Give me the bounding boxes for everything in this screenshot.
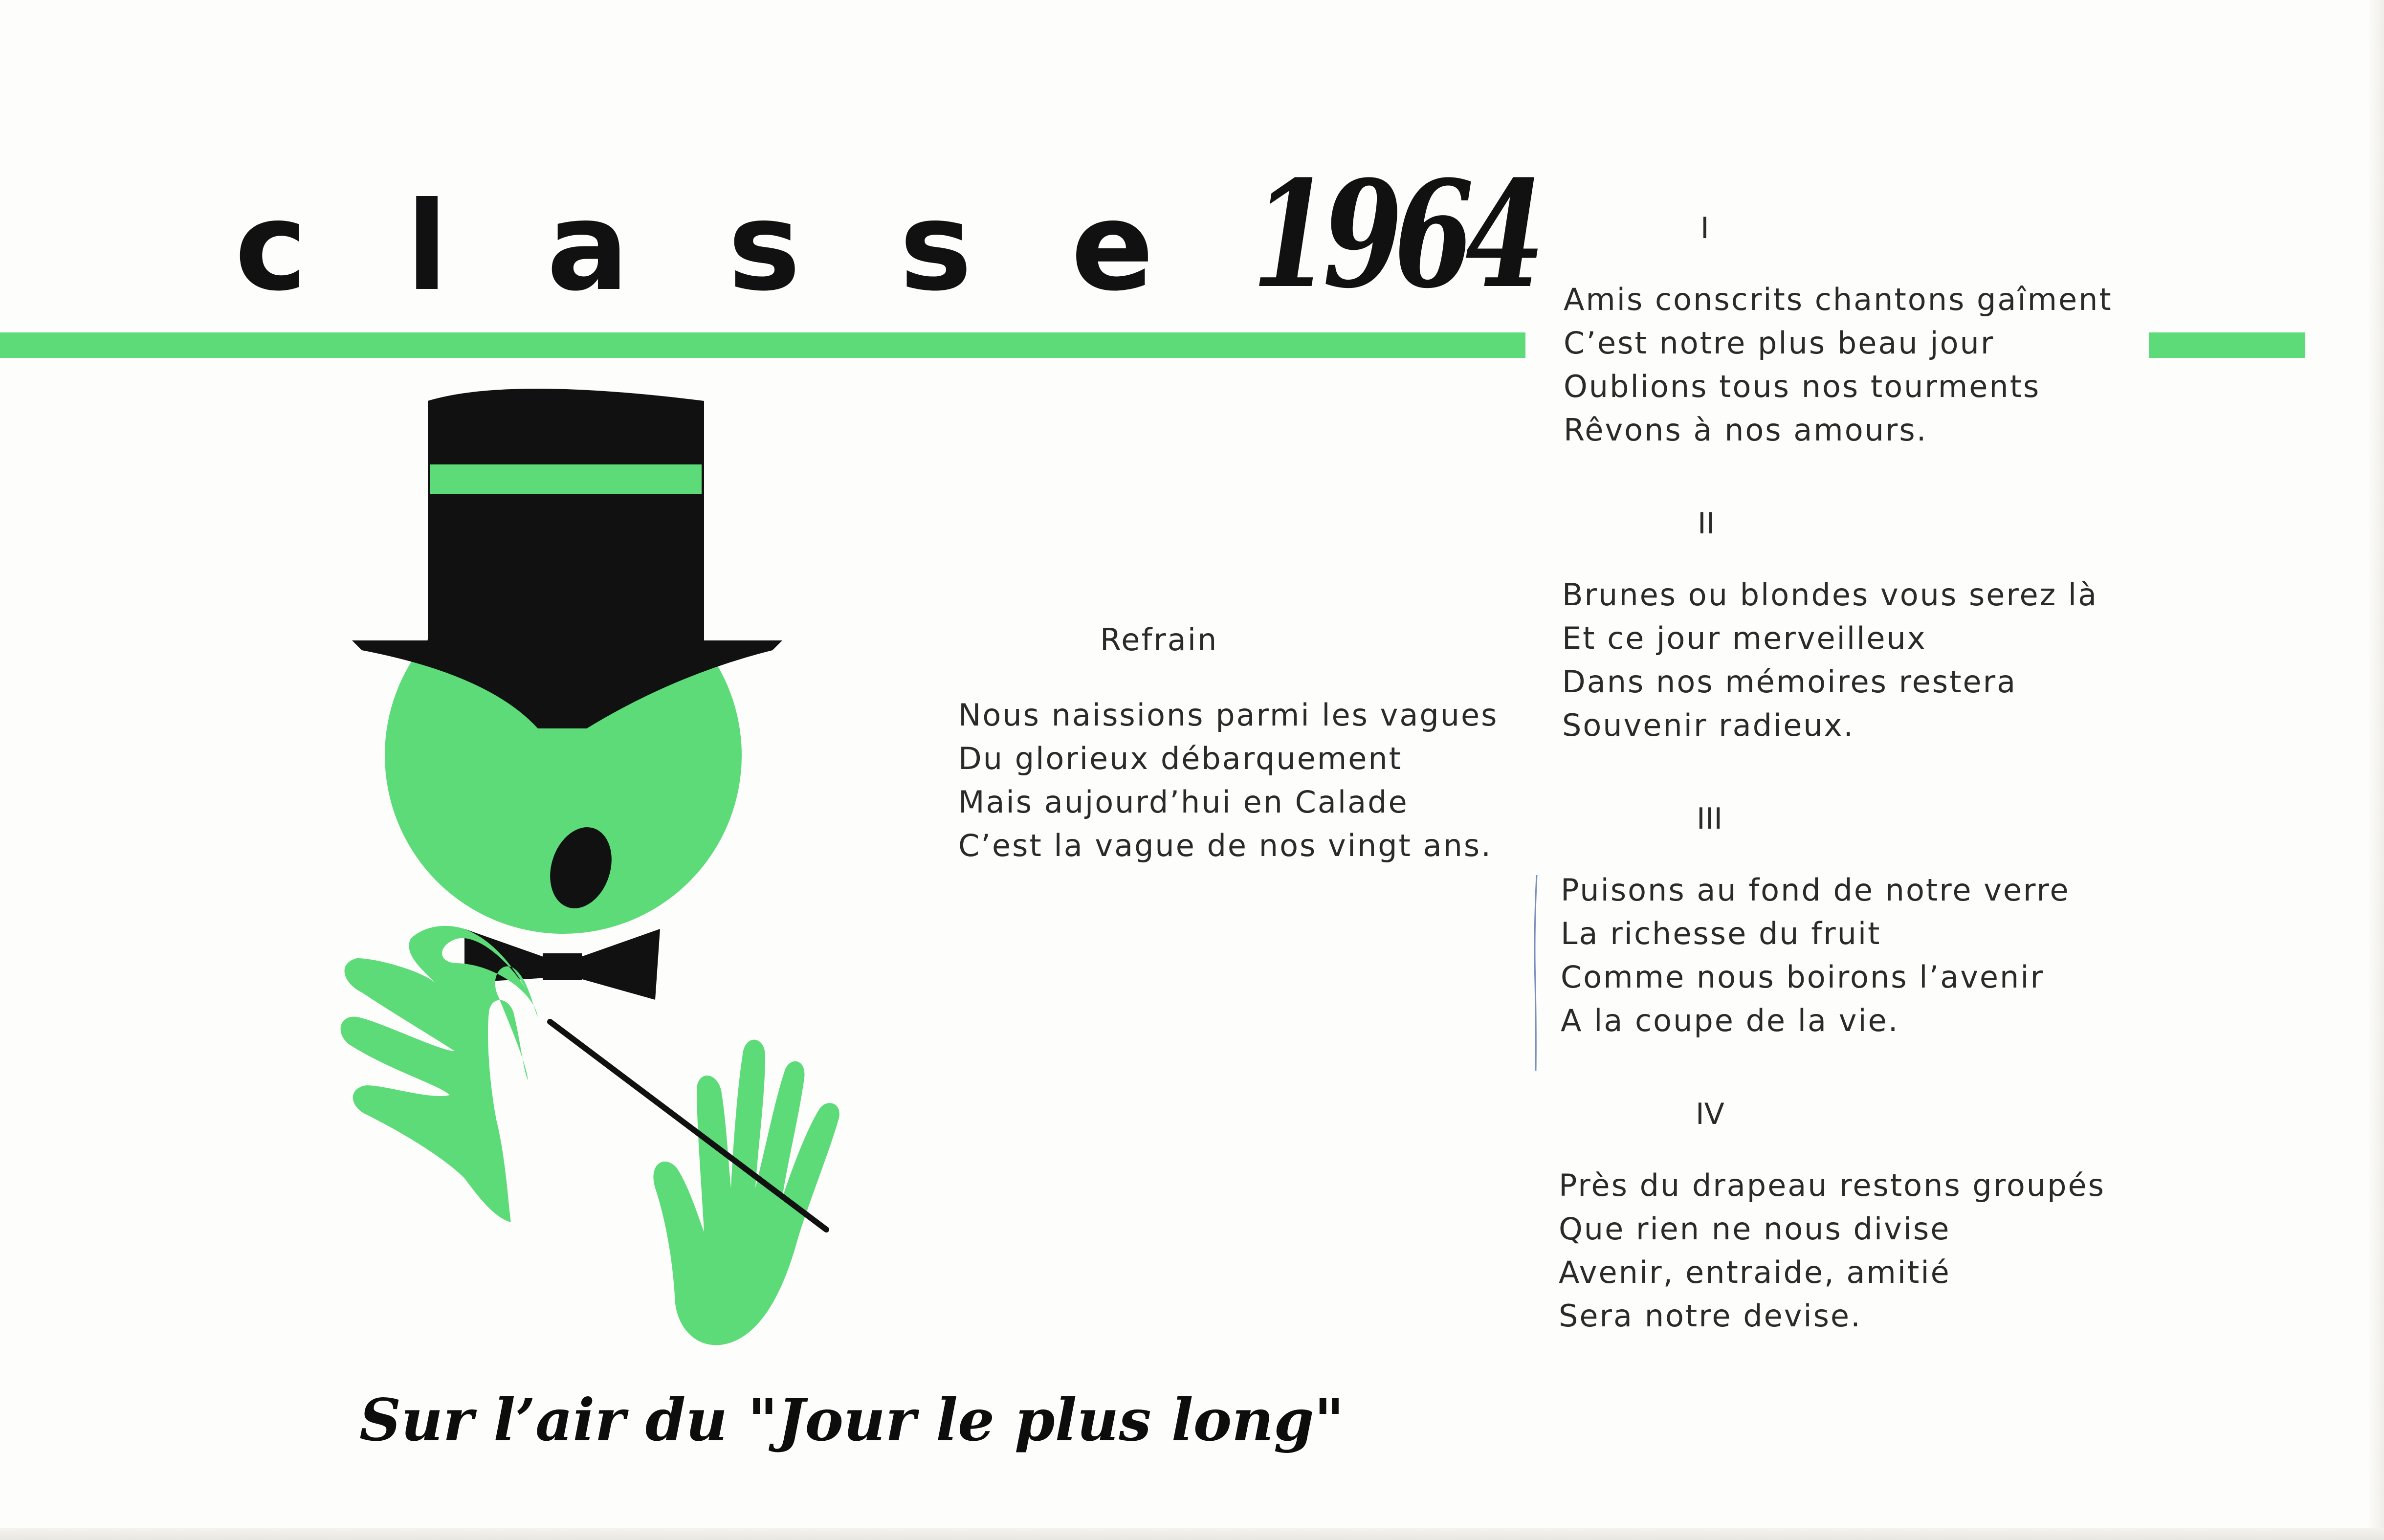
paper-edge-bottom	[0, 1528, 2384, 1540]
title-year: 1964	[1252, 148, 1537, 321]
lyric-line: Amis conscrits chantons gaîment	[1564, 282, 2113, 317]
verse-lines	[1559, 1164, 2105, 1338]
green-band-left	[0, 332, 1525, 358]
lyric-line: Oublions tous nos tourments	[1564, 369, 2041, 404]
lyric-line: La richesse du fruit	[1561, 916, 1881, 951]
title-letter: s	[728, 176, 801, 318]
paper-edge-right	[2369, 0, 2384, 1540]
conductor-illustration	[235, 376, 929, 1359]
verse-numeral: II	[1698, 506, 1715, 541]
lyric-line: Souvenir radieux.	[1562, 707, 1855, 743]
refrain-heading: Refrain	[1100, 622, 1218, 658]
lyric-line: Sera notre devise.	[1559, 1298, 1862, 1334]
title-letter: s	[899, 176, 972, 318]
title-letter: c	[235, 176, 308, 318]
refrain-lines	[958, 693, 1498, 867]
lyric-line: Que rien ne nous divise	[1559, 1211, 1951, 1247]
lyric-line: Rêvons à nos amours.	[1564, 412, 1928, 448]
lyric-line: Puisons au fond de notre verre	[1561, 872, 2070, 908]
lyric-line: C’est notre plus beau jour	[1564, 325, 1995, 361]
title-word-classe	[235, 161, 1154, 318]
lyric-line: Nous naissions parmi les vagues	[958, 697, 1499, 733]
tune-subtitle: Sur l’air du "Jour le plus long"	[359, 1386, 1345, 1454]
verse-lines	[1564, 278, 2113, 452]
lyric-line: Et ce jour merveilleux	[1562, 620, 1927, 656]
title-letter: e	[1071, 176, 1154, 318]
lyric-line: A la coupe de la vie.	[1561, 1003, 1899, 1038]
green-band-right	[2149, 332, 2305, 358]
verse-numeral: III	[1697, 802, 1723, 836]
left-hand-icon	[341, 926, 538, 1222]
verse-numeral: I	[1700, 211, 1709, 245]
verse-lines	[1562, 573, 2098, 747]
lyric-line: Brunes ou blondes vous serez là	[1562, 577, 2098, 613]
title-letter: a	[546, 176, 629, 318]
verse-numeral: IV	[1696, 1097, 1724, 1131]
verse-lines	[1561, 868, 2070, 1042]
lyric-line: Comme nous boirons l’avenir	[1561, 959, 2045, 995]
lyric-line: Près du drapeau restons groupés	[1559, 1167, 2105, 1203]
right-hand-icon	[653, 1040, 839, 1345]
title-letter: l	[406, 176, 448, 318]
pen-mark	[1533, 875, 1539, 1071]
lyric-line: Avenir, entraide, amitié	[1559, 1254, 1951, 1290]
lyric-line: C’est la vague de nos vingt ans.	[958, 828, 1492, 863]
lyric-line: Mais aujourd’hui en Calade	[958, 784, 1409, 820]
lyric-line: Dans nos mémoires restera	[1562, 664, 2017, 700]
lyric-line: Du glorieux débarquement	[958, 741, 1403, 776]
